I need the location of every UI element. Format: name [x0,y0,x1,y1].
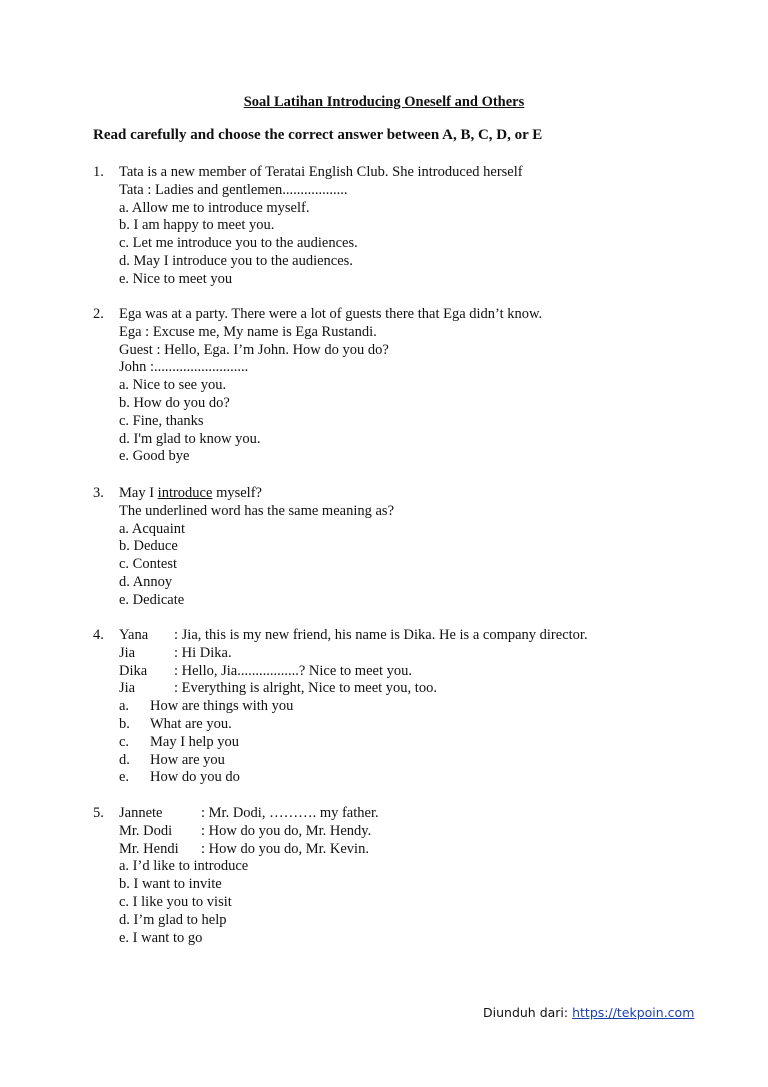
option-d: d. Annoy [119,573,173,590]
dialog-line: : Jia, this is my new friend, his name is Dika. He is a company director. [174,627,588,643]
dialog-line: Ega : Excuse me, My name is Ega Rustandi. [119,323,377,340]
option-c: c. Contest [119,556,177,573]
option-a: a. Acquaint [119,520,186,537]
option-c [93,734,588,752]
question-stem-pre: May I [119,485,158,501]
question-5 [93,805,379,947]
dialog-line: : How do you do, Mr. Hendy. [201,822,372,839]
dialog-line: : Everything is alright, Nice to meet you, too. [174,680,437,697]
question-number: 4. [93,627,104,643]
underlined-word: introduce [157,485,213,501]
dialog-line: Tata : Ladies and gentlemen.................. [119,181,348,198]
option-e: e. Nice to meet you [119,270,233,287]
option-e: e. Good bye [119,448,190,465]
question-4 [93,627,588,787]
option-a: a. I’d like to introduce [119,858,249,875]
option-letter: d. [119,751,130,768]
dialog-line: John :.......................... [119,359,249,376]
speaker: Mr. Dodi [119,822,173,839]
footer-label: Diunduh dari: [483,1005,573,1020]
source-footer [483,1005,694,1020]
question-1 [93,164,523,289]
option-a: a. Nice to see you. [119,377,227,394]
instruction-text: Read carefully and choose the correct answer between A, B, C, D, or E [93,127,543,143]
option-c: c. Fine, thanks [119,412,204,429]
option-e: e. I want to go [119,929,203,946]
option-e: e. Dedicate [119,591,185,608]
option-b: b. How do you do? [119,394,230,411]
dialog-line: : Mr. Dodi, ………. my father. [201,805,379,821]
option-a [93,698,588,716]
speaker: Jia [119,680,136,697]
option-b: b. I am happy to meet you. [119,217,275,234]
option-e [93,769,588,787]
option-text: How do you do [150,769,240,786]
option-letter: b. [119,715,130,732]
option-b: b. Deduce [119,538,178,555]
dialog-line: : How do you do, Mr. Kevin. [201,840,369,857]
option-text: How are you [150,751,225,768]
speaker: Mr. Hendi [119,840,179,857]
question-number: 5. [93,805,104,821]
question-2 [93,306,542,466]
question-stem: Tata is a new member of Teratai English Club. She introduced herself [119,164,523,180]
dialog-line: Guest : Hello, Ega. I’m John. How do you do? [119,341,389,358]
source-link[interactable]: https://tekpoin.com [572,1005,695,1020]
option-d: d. I’m glad to help [119,911,227,928]
speaker: Jannete [119,805,163,821]
question-stem: Ega was at a party. There were a lot of guests there that Ega didn’t know. [119,306,543,322]
option-text: May I help you [150,733,239,750]
option-d: d. May I introduce you to the audiences. [119,252,353,269]
question-number: 3. [93,485,104,501]
speaker: Dika [119,662,148,679]
question-number: 2. [93,306,104,322]
option-a: a. Allow me to introduce myself. [119,199,310,216]
question-3 [93,485,394,610]
option-d [93,752,588,770]
option-d: d. I'm glad to know you. [119,430,261,447]
option-text: How are things with you [150,698,294,715]
speaker: Yana [119,627,149,643]
option-letter: e. [119,769,130,786]
question-stem-post: myself? [212,485,262,501]
dialog-line: : Hello, Jia.................? Nice to meet you. [174,662,412,679]
question-number: 1. [93,164,104,180]
option-b: b. I want to invite [119,876,222,893]
page-title: Soal Latihan Introducing Oneself and Others [243,94,525,110]
question-stem-2: The underlined word has the same meaning as? [119,502,395,519]
option-b [93,716,588,734]
option-c: c. Let me introduce you to the audiences. [119,235,358,252]
dialog-line: : Hi Dika. [174,644,232,661]
option-c: c. I like you to visit [119,893,232,910]
option-letter: c. [119,733,130,750]
option-text: What are you. [150,715,232,732]
option-letter: a. [119,698,130,715]
speaker: Jia [119,644,136,661]
